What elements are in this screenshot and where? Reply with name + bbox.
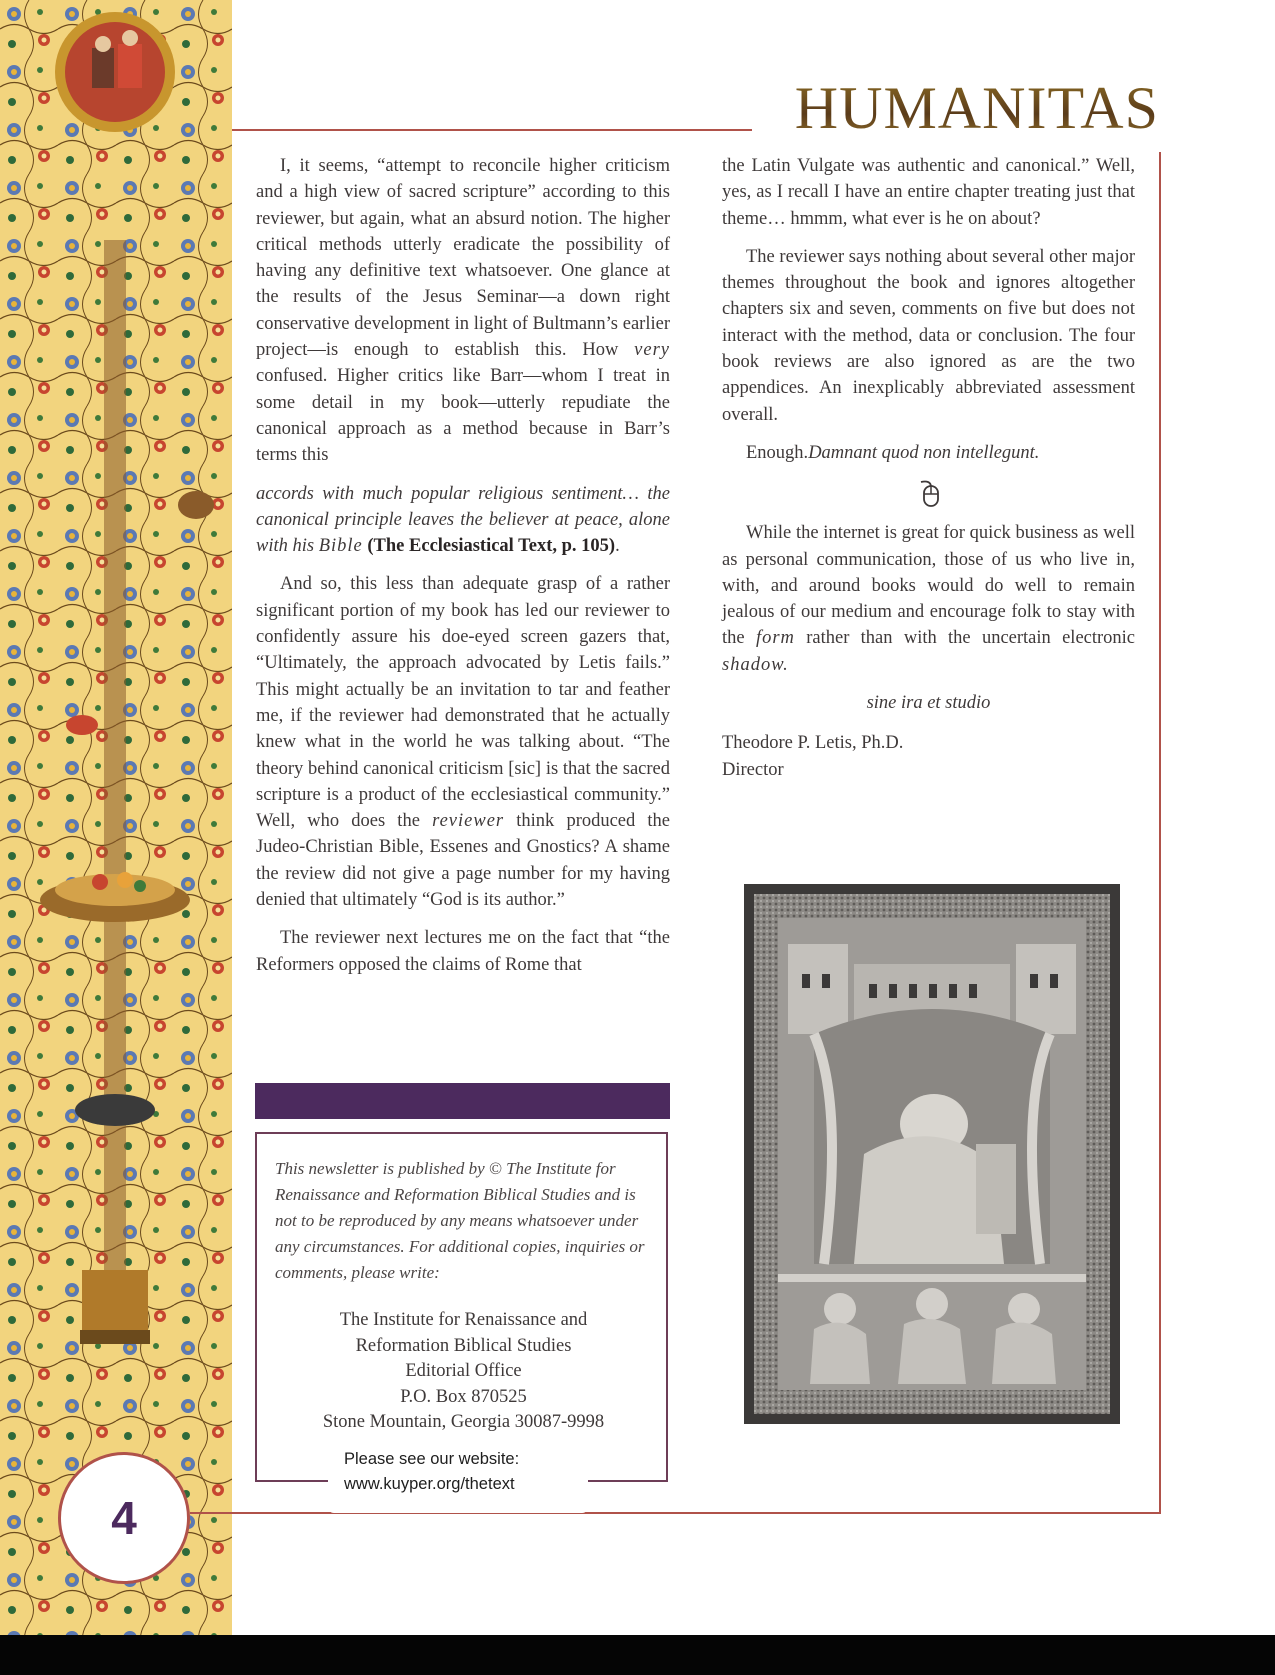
address-line: Reformation Biblical Studies [355,1335,572,1356]
enough-line: Enough.Damnant quod non intellegunt. [746,442,1040,463]
page-number-badge [58,1452,190,1584]
purple-bar [255,1083,670,1119]
website-label: Please see our website: [344,1450,520,1468]
address-line: The Institute for Renaissance and [339,1310,588,1330]
illuminated-border [0,0,232,1635]
website-sticker [328,1447,588,1513]
right-paragraph-2: The reviewer says nothing about several other major themes throughout the book and ignores altogether chapters six and seven, comments on five but does not interact with the method, data or conclusion. The four book reviews are also ignored as are the two appendices. An inexplicably abbreviated assessment overall. [722,246,1135,425]
left-paragraph-3: The reviewer next lectures me on the fact that “the Reformers opposed the claims of Rome that [256,928,670,975]
address-line: P.O. Box 870525 [400,1386,527,1407]
publisher-info-box [255,1132,668,1482]
floral-pattern [0,0,232,1635]
masthead-title: HUMANITAS [794,75,1159,141]
left-paragraph-1: I, it seems, “attempt to reconcile higher criticism and a high view of sacred scripture” according to this reviewer, but again, what an absurd notion. The higher critical methods utterly eradicate the possibility of having any definitive text whatsoever. One glance at the results of the Jesus Seminar—a down right conservative development in light of Bultmann’s earlier project—is enough to establish this. How very confused. Higher critics like Barr—whom I treat in some detail in my book—utterly repudiate the canonical approach as a method because in Barr’s terms this [256,156,670,466]
signature-name: Theodore P. Letis, Ph.D. [722,733,904,754]
right-column [722,153,1135,783]
right-column-rule [1159,152,1161,1514]
address-line: Editorial Office [405,1361,522,1381]
header-rule [232,129,752,131]
signature-title: Director [722,759,784,780]
page-number: 4 [111,1492,137,1544]
left-paragraph-2: And so, this less than adequate grasp of a rather significant portion of my book has led our reviewer to confidently assure his doe-eyed screen gazers that, “Ultimately, the approach advocated by Letis fails.” This might actually be an invitation to tar and feather me, if the reviewer had demonstrated that he actually knew what in the world he was talking about. “The theory behind canonical criticism [sic] is that the sacred scripture is a product of the ecclesiastical community.” Well, who does the reviewer think produced the Judeo-Christian Bible, Essenes and Gnostics? A shame the review did not give a page number for my having denied that ultimately “God is its author.” [256,574,671,911]
left-column [256,153,670,990]
right-paragraph-3: While the internet is great for quick business as well as personal communication, those of us who live in, with, and around books would do well to remain jealous of our medium and encourage folk to stay with the form rather than with the uncertain electronic shadow. [722,523,1136,675]
website-url[interactable]: www.kuyper.org/thetext [344,1475,515,1493]
copyright-notice: This newsletter is published by © The Institute for Renaissance and Reformation Biblical Studies and is not to be reproduced by any means whatsoever under any circumstances. For additional copies, inquiries or comments, please write: [275,1159,645,1282]
signature [722,730,1135,783]
address-line: Stone Mountain, Georgia 30087-9998 [322,1412,605,1432]
scan-edge [0,1635,1275,1675]
motto: sine ira et studio [866,693,991,714]
ivory-relief-image [744,884,1120,1424]
mailing-address [257,1308,670,1436]
right-paragraph-1: the Latin Vulgate was authentic and canonical.” Well, yes, as I recall I have an entire chapter treating just that theme… hmmm, what ever is he on about? [722,156,1135,229]
block-quote: accords with much popular religious sentiment… the canonical principle leaves the believer at peace, alone with his Bible (The Ecclesiastical Text, p. 105). [256,483,670,557]
mouse-icon [917,478,941,508]
